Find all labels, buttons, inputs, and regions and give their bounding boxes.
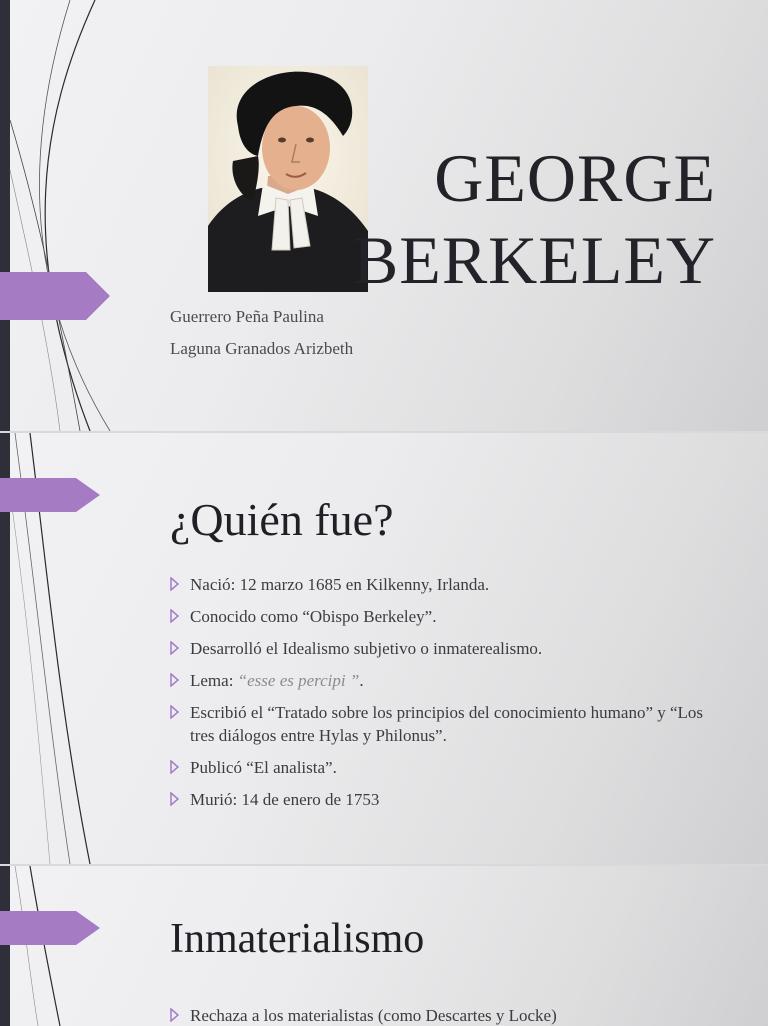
motto-period: . <box>359 671 364 690</box>
decorative-curves <box>0 0 140 431</box>
bullet-text: Nació: 12 marzo 1685 en Kilkenny, Irlanda. <box>190 575 490 594</box>
bullet-text: Escribió el “Tratado sobre los principios del conocimiento humano” y “Los tres diálogos entre Hylas y Philonus”. <box>190 703 704 745</box>
left-accent-bar <box>0 866 10 1026</box>
bullet-item <box>170 701 730 747</box>
bullet-item <box>170 756 730 779</box>
bullet-arrow-icon <box>170 705 179 719</box>
presentation-title-line1: GEORGE <box>434 140 716 216</box>
slide-who-was-he <box>0 433 768 864</box>
bullet-list <box>170 1004 730 1026</box>
bullet-arrow-icon <box>170 673 179 687</box>
bullet-item <box>170 788 730 811</box>
bullet-arrow-icon <box>170 792 179 806</box>
bullet-item <box>170 669 730 692</box>
bullet-text: Lema: <box>190 671 238 690</box>
bullet-arrow-icon <box>170 577 179 591</box>
section-tab-marker <box>0 478 100 512</box>
left-accent-bar <box>0 0 10 431</box>
portrait-image <box>208 66 368 292</box>
bullet-list <box>170 573 730 820</box>
bullet-arrow-icon <box>170 641 179 655</box>
author-name: Laguna Granados Arizbeth <box>170 339 354 358</box>
bullet-text: Rechaza a los materialistas (como Descartes y Locke) <box>190 1006 557 1025</box>
bullet-text: Publicó “El analista”. <box>190 758 337 777</box>
bullet-text: Murió: 14 de enero de 1753 <box>190 790 380 809</box>
slide-title-page <box>0 0 768 431</box>
bullet-arrow-icon <box>170 1008 179 1022</box>
bullet-arrow-icon <box>170 760 179 774</box>
bullet-item <box>170 1004 730 1026</box>
bullet-text: Conocido como “Obispo Berkeley”. <box>190 607 437 626</box>
presentation-title-line2: BERKELEY <box>352 222 716 298</box>
slide-heading: ¿Quién fue? <box>170 494 394 545</box>
section-tab-marker <box>0 272 110 320</box>
section-tab-marker <box>0 911 100 945</box>
bullet-text: Desarrolló el Idealismo subjetivo o inmaterealismo. <box>190 639 543 658</box>
bullet-arrow-icon <box>170 609 179 623</box>
bullet-item <box>170 637 730 660</box>
author-name: Guerrero Peña Paulina <box>170 307 324 326</box>
decorative-curves <box>0 866 140 1026</box>
bullet-item <box>170 605 730 628</box>
slide-immaterialism <box>0 866 768 1026</box>
bullet-item <box>170 573 730 596</box>
slide-heading: Inmaterialismo <box>170 916 425 962</box>
motto-text: “esse es percipi ” <box>237 671 360 690</box>
